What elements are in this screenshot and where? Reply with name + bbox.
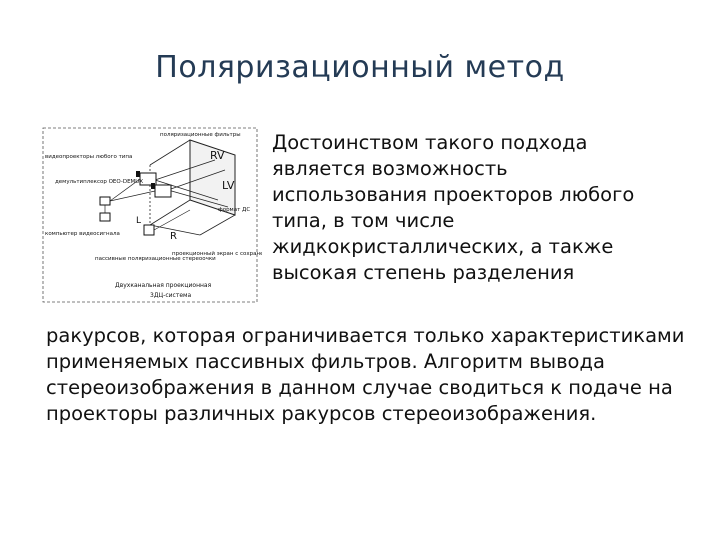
label-format: формат ДС xyxy=(218,207,251,213)
projector-right xyxy=(155,185,171,197)
text-line: высокая степень разделения xyxy=(272,261,575,284)
glasses-icon xyxy=(144,225,154,235)
label-lv: LV xyxy=(222,179,235,192)
text-line: проекторы различных ракурсов стереоизображения. xyxy=(46,402,597,425)
label-demux: демультиплексор OEO-DEMUX xyxy=(55,179,144,185)
text-line: является возможность xyxy=(272,157,508,180)
label-r: R xyxy=(170,231,177,242)
body-text-right xyxy=(272,130,692,286)
text-line: Достоинством такого подхода xyxy=(272,131,588,154)
text-line: использования проекторов любого xyxy=(272,183,635,206)
label-rv: RV xyxy=(210,149,225,162)
diagram-caption-1: Двухканальная проекционная xyxy=(115,282,212,289)
filter-left xyxy=(136,171,140,177)
label-filters: поляризационные фильтры xyxy=(160,132,241,138)
label-glasses: пассивные поляризационные стереоочки xyxy=(95,256,216,262)
label-projectors: видеопроекторы любого типа xyxy=(45,154,133,160)
label-screen: проекционный экран с сохран xyxy=(172,251,261,257)
text-line: жидкокристаллических, а также xyxy=(272,235,614,258)
text-line: типа, в том числе xyxy=(272,209,455,232)
text-line: ракурсов, которая ограничивается только характеристиками xyxy=(46,324,685,347)
body-text-bottom xyxy=(46,323,706,427)
filter-right xyxy=(151,183,155,189)
diagram-figure xyxy=(40,125,262,305)
label-computer: компьютер видеосигнала xyxy=(45,231,120,237)
polarization-system-diagram xyxy=(40,125,262,305)
computer-icon xyxy=(100,213,110,221)
text-line: применяемых пассивных фильтров. Алгоритм вывода xyxy=(46,350,605,373)
label-l: L xyxy=(136,216,142,226)
text-line: стереоизображения в данном случае сводиться к подаче на xyxy=(46,376,673,399)
slide-title: Поляризационный метод xyxy=(155,50,565,85)
demux-icon xyxy=(100,197,110,205)
diagram-caption-2: 3ДЦ-система xyxy=(150,292,192,299)
